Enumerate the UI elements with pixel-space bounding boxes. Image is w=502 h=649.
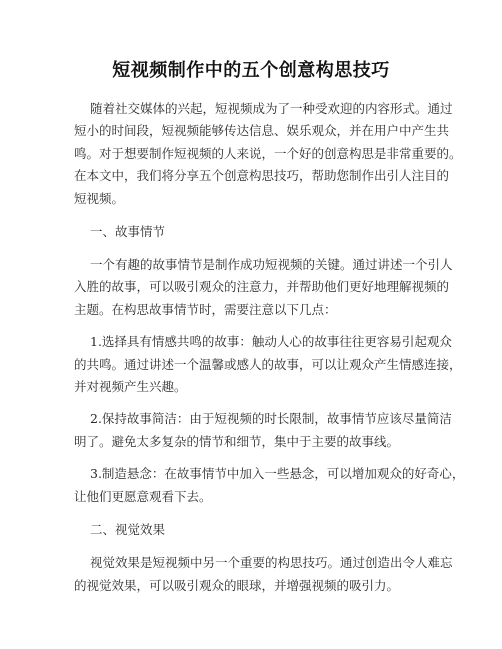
visual-body-line: 视觉效果是短视频中另一个重要的构思技巧。通过创造出令人难忘	[90, 555, 453, 571]
visual-body-line: 的视觉效果，可以吸引观众的眼球，并增强视频的吸引力。	[74, 577, 400, 593]
section-heading-visual: 二、视觉效果	[90, 522, 166, 538]
intro-paragraph	[74, 98, 462, 210]
story-body-paragraph	[74, 254, 453, 321]
story-point-3-line: 让他们更愿意观看下去。	[74, 488, 212, 504]
story-point-2-line: 明了。避免太多复杂的情节和细节，集中于主要的故事线。	[74, 433, 400, 449]
story-point-1-line: 并对视频产生兴趣。	[74, 379, 187, 395]
story-point-1	[74, 331, 462, 398]
story-body-line: 主题。在构思故事情节时，需要注意以下几点：	[74, 301, 337, 317]
story-point-1-line: 的共鸣。通过讲述一个温馨或感人的故事，可以让观众产生情感连接，	[74, 356, 462, 372]
intro-line: 随着社交媒体的兴起，短视频成为了一种受欢迎的内容形式。通过	[90, 101, 453, 116]
story-point-1-line: 1.选择具有情感共鸣的故事：触动人心的故事往往更容易引起观众	[90, 334, 452, 350]
section-heading-story: 一、故事情节	[90, 224, 166, 240]
story-body-line: 一个有趣的故事情节是制作成功短视频的关键。通过讲述一个引人	[90, 257, 453, 273]
story-body-line: 入胜的故事，可以吸引观众的注意力，并帮助他们更好地理解视频的	[74, 279, 450, 295]
story-point-3	[74, 463, 465, 508]
story-point-2-line: 2.保持故事简洁：由于短视频的时长限制，故事情节应该尽量简洁	[90, 411, 452, 427]
visual-body-paragraph	[74, 552, 453, 597]
intro-line: 在本文中，我们将分享五个创意构思技巧，帮助您制作出引人注目的	[74, 168, 450, 184]
intro-line: 鸣。对于想要制作短视频的人来说，一个好的创意构思是非常重要的。	[74, 145, 462, 161]
story-point-2	[74, 408, 452, 453]
intro-line: 短小的时间段，短视频能够传达信息、娱乐观众，并在用户中产生共	[74, 123, 450, 139]
document-title: 短视频制作中的五个创意构思技巧	[112, 60, 390, 81]
intro-line: 短视频。	[74, 190, 125, 206]
story-point-3-line: 3.制造悬念：在故事情节中加入一些悬念，可以增加观众的好奇心，	[90, 466, 465, 482]
